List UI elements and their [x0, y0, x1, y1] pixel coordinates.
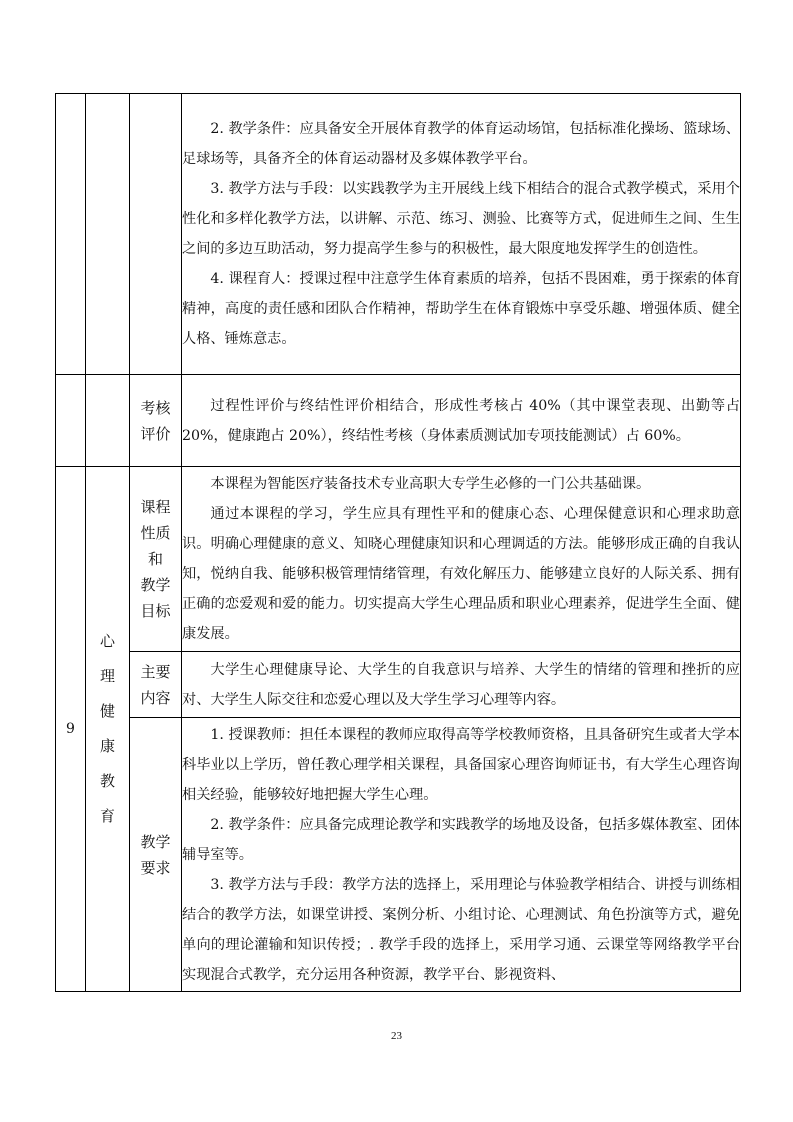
body-paragraph: 大学生心理健康导论、大学生的自我意识与培养、大学生的情绪的管理和挫折的应对、大学生人际交往和恋爱心理以及大学生学习心理等内容。 — [182, 661, 740, 708]
body-paragraph: 过程性评价与终结性评价相结合，形成性考核占 40%（其中课堂表现、出勤等占 20%，健康跑占 20%），终结性考核（身体素质测试加专项技能测试）占 60%。 — [182, 397, 740, 444]
main-content-label: 主要 内容 — [130, 652, 182, 718]
body-paragraph: 2. 教学条件：应具备完成理论教学和实践教学的场地及设备，包括多媒体教室、团体辅导室等。 — [182, 816, 740, 863]
table-row — [56, 375, 741, 467]
body-paragraph: 3. 教学方法与手段：以实践教学为主开展线上线下相结合的混合式教学模式，采用个性化和多样化教学方法，以讲解、示范、练习、测验、比赛等方式，促进师生之间、生生之间的多边互助活动，努力提高学生参与的积极性，最大限度地发挥学生的创造性。 — [182, 181, 740, 257]
assessment-cell — [182, 375, 741, 467]
table-row — [56, 718, 741, 992]
body-paragraph: 4. 课程育人：授课过程中注意学生体育素质的培养，包括不畏困难，勇于探索的体育精神，高度的责任感和团队合作精神，帮助学生在体育锻炼中享受乐趣、增强体质、健全人格、锤炼意志。 — [182, 271, 740, 347]
body-paragraph: 本课程为智能医疗装备技术专业高职大专学生必修的一门公共基础课。 — [210, 476, 651, 492]
assessment-label: 考核 评价 — [130, 375, 182, 467]
main-content-cell — [182, 652, 741, 718]
nature-goals-label: 课程 性质 和 教学 目标 — [130, 467, 182, 652]
course-number: 9 — [56, 467, 86, 992]
body-paragraph: 1. 授课教师：担任本课程的教师应取得高等学校教师资格，且具备研究生或者大学本科毕业以上学历，曾任教心理学相关课程，具备国家心理咨询师证书，有大学生心理咨询相关经验，能够较好地把握大学生心理。 — [182, 726, 740, 803]
body-paragraph: 2. 教学条件：应具备安全开展体育教学的体育运动场馆，包括标准化操场、篮球场、足球场等，具备齐全的体育运动器材及多媒体教学平台。 — [182, 121, 740, 167]
empty-cell — [86, 94, 130, 375]
page-number: 23 — [391, 1030, 402, 1042]
body-paragraph: 通过本课程的学习，学生应具有理性平和的健康心态、心理保健意识和心理求助意识。明确心理健康的意义、知晓心理健康知识和心理调适的方法。能够形成正确的自我认知，悦纳自我、能够积极管理情绪管理，有效化解压力、能够建立良好的人际关系、拥有正确的恋爱观和爱的能力。切实提高大学生心理品质和职业心理素养，促进学生全面、健康发展。 — [182, 506, 740, 642]
teaching-requirements-cell — [182, 718, 741, 992]
nature-goals-cell — [182, 467, 741, 652]
empty-cell — [86, 375, 130, 467]
course-name: 心 理 健 康 教 育 — [86, 467, 130, 992]
teaching-requirements-label: 教学 要求 — [130, 718, 182, 992]
teaching-requirements-cell — [182, 94, 741, 375]
curriculum-table — [55, 93, 741, 992]
empty-cell — [130, 94, 182, 375]
table-row — [56, 652, 741, 718]
table-row — [56, 94, 741, 375]
table-row — [56, 467, 741, 652]
body-paragraph: 3. 教学方法与手段：教学方法的选择上，采用理论与体验教学相结合、讲授与训练相结合的教学方法，如课堂讲授、案例分析、小组讨论、心理测试、角色扮演等方式，避免单向的理论灌输和知识传授；. 教学手段的选择上，采用学习通、云课堂等网络教学平台实现混合式教学，充分运用各种资源，教学平台、影视资料、 — [182, 876, 740, 983]
empty-cell — [56, 375, 86, 467]
empty-cell — [56, 94, 86, 375]
